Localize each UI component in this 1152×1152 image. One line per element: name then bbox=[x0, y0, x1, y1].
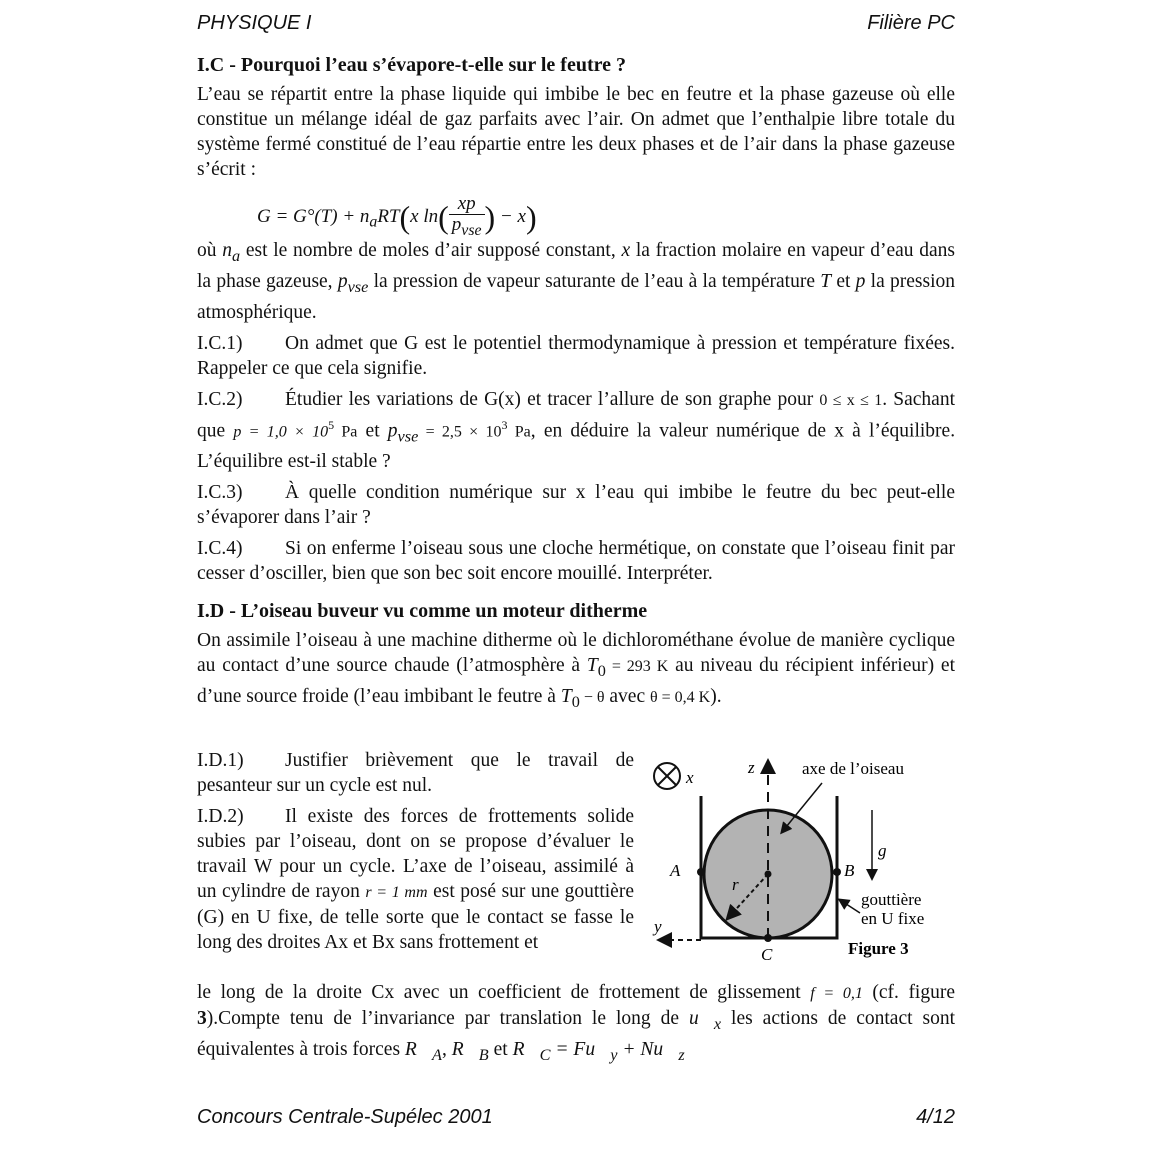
label-y: y bbox=[654, 917, 662, 936]
label-axe-oiseau: axe de l’oiseau bbox=[802, 759, 904, 778]
header-right: Filière PC bbox=[867, 12, 955, 34]
question-ic2: I.C.2) Étudier les variations de G(x) et tracer l’allure de son graphe pour 0 ≤ x ≤ 1. Sachant que $p = 1,0 \times 10^5$ Pa et $p_{vse} = 2,5 \times 10^3$ Pa, en déduire la valeur numérique de x à l’équilibre. L’équilibre est-il stable ? bbox=[197, 388, 956, 473]
question-id2: I.D.2) Il existe des forces de frottements solide subies par l’oiseau, dont on se propose d’évaluer le travail W pour un cycle. L’axe de l’oiseau, assimilé à un cylindre de rayon r = 1 mm est posé sur une gouttière (G) en U fixe, de telle sorte que le contact se fasse le long des droites Ax et Bx sans frottement et bbox=[197, 806, 634, 953]
header-left: PHYSIQUE I bbox=[197, 12, 312, 34]
label-b: B bbox=[844, 861, 855, 880]
point-b bbox=[833, 868, 841, 876]
eq-denominator: p bbox=[451, 214, 462, 235]
question-id1: I.D.1) Justifier brièvement que le travail de pesanteur sur un cycle est nul. bbox=[197, 750, 634, 796]
center-point bbox=[765, 871, 772, 878]
question-ic4: I.C.4) Si on enferme l’oiseau sous une cloche hermétique, on constate que l’oiseau finit par cesser d’osciller, bien que son bec soit encore mouillé. Interpréter. bbox=[197, 538, 955, 585]
point-a bbox=[697, 868, 705, 876]
label-gouttiere-2: en U fixe bbox=[861, 909, 925, 928]
x-axis-into-page-icon bbox=[654, 763, 680, 789]
eq-xln: x ln bbox=[410, 205, 439, 227]
bottom-text bbox=[197, 980, 955, 1068]
figure-caption: Figure 3 bbox=[848, 939, 909, 958]
gouttiere-arrow bbox=[840, 900, 860, 913]
eq-rt: RT bbox=[377, 205, 400, 227]
question-ic1: I.C.1) On admet que G est le potentiel thermodynamique à pression et température fixées. Rappeler ce que cela signifie. bbox=[197, 332, 955, 379]
section-id-intro: On assimile l’oiseau à une machine ditherme où le dichlorométhane évolue de manière cyclique au contact d’une source chaude (l’atmosphère à $T_0 = 293$ K au niveau du récipient inférieur) et d’une source froide (l’eau imbibant le feutre à $T_0 - \theta$ avec θ = 0,4 K). bbox=[197, 630, 956, 711]
footer-left: Concours Centrale-Supélec 2001 bbox=[197, 1106, 493, 1128]
question-id2-continued: le long de la droite Cx avec un coefficient de frottement de glissement f = 0,1 (cf. figure 3).Compte tenu de l’invariance par translation le long de $u⃗_x$ les actions de contact sont équivalentes à trois forces $R⃗_A$, $R⃗_B$ et $R⃗_C$ = $Fu⃗_y$ + $Nu⃗_z$ bbox=[197, 982, 956, 1064]
label-r: r bbox=[732, 875, 739, 894]
eq-tail: − x bbox=[499, 205, 526, 227]
section-ic-title: I.C - Pourquoi l’eau s’évapore-t-elle sur le feutre ? bbox=[197, 54, 627, 76]
equation-explanation: où $n_a$ est le nombre de moles d’air supposé constant, x la fraction molaire en vapeur d’eau dans la phase gazeuse, $p_{vse}$ la pression de vapeur saturante de l’eau à la température T et p la pression atmosphérique. bbox=[197, 240, 955, 323]
eq-sub-a: a bbox=[369, 213, 378, 231]
section-id-title: I.D - L’oiseau buveur vu comme un moteur ditherme bbox=[197, 600, 648, 623]
label-z: z bbox=[748, 758, 755, 777]
left-text-block bbox=[197, 748, 634, 955]
eq-denominator-sub: vse bbox=[461, 221, 482, 239]
footer-right: 4/12 bbox=[916, 1106, 955, 1128]
question-ic3: I.C.3) À quelle condition numérique sur x l’eau qui imbibe le feutre du bec peut-elle s’évaporer dans l’air ? bbox=[197, 482, 955, 529]
section-ic-intro: L’eau se répartit entre la phase liquide qui imbibe le bec en feutre et la phase gazeuse où elle constitue un mélange idéal de gaz parfaits avec l’air. On admet que l’enthalpie libre totale du système fermé constitué de l’eau répartie entre les deux phases et de l’air dans la phase gazeuse s’écrit : bbox=[197, 84, 955, 180]
label-a: A bbox=[670, 861, 681, 880]
label-g: g bbox=[878, 841, 887, 860]
label-x: x bbox=[686, 768, 694, 787]
label-c: C bbox=[761, 945, 773, 964]
figure-3 bbox=[640, 750, 960, 970]
eq-lhs: G = G°(T) + n bbox=[257, 205, 370, 227]
eq-fraction bbox=[449, 194, 485, 241]
enthalpy-equation: $G = G^\circ(T) + n_aRT(x$ ln( $\frac{xp}{p_{vse}}$ ) − x) bbox=[257, 193, 537, 239]
main-column bbox=[197, 52, 955, 715]
point-c bbox=[764, 934, 772, 942]
label-gouttiere-1: gouttière bbox=[861, 890, 922, 909]
eq-numerator: xp bbox=[449, 194, 485, 215]
